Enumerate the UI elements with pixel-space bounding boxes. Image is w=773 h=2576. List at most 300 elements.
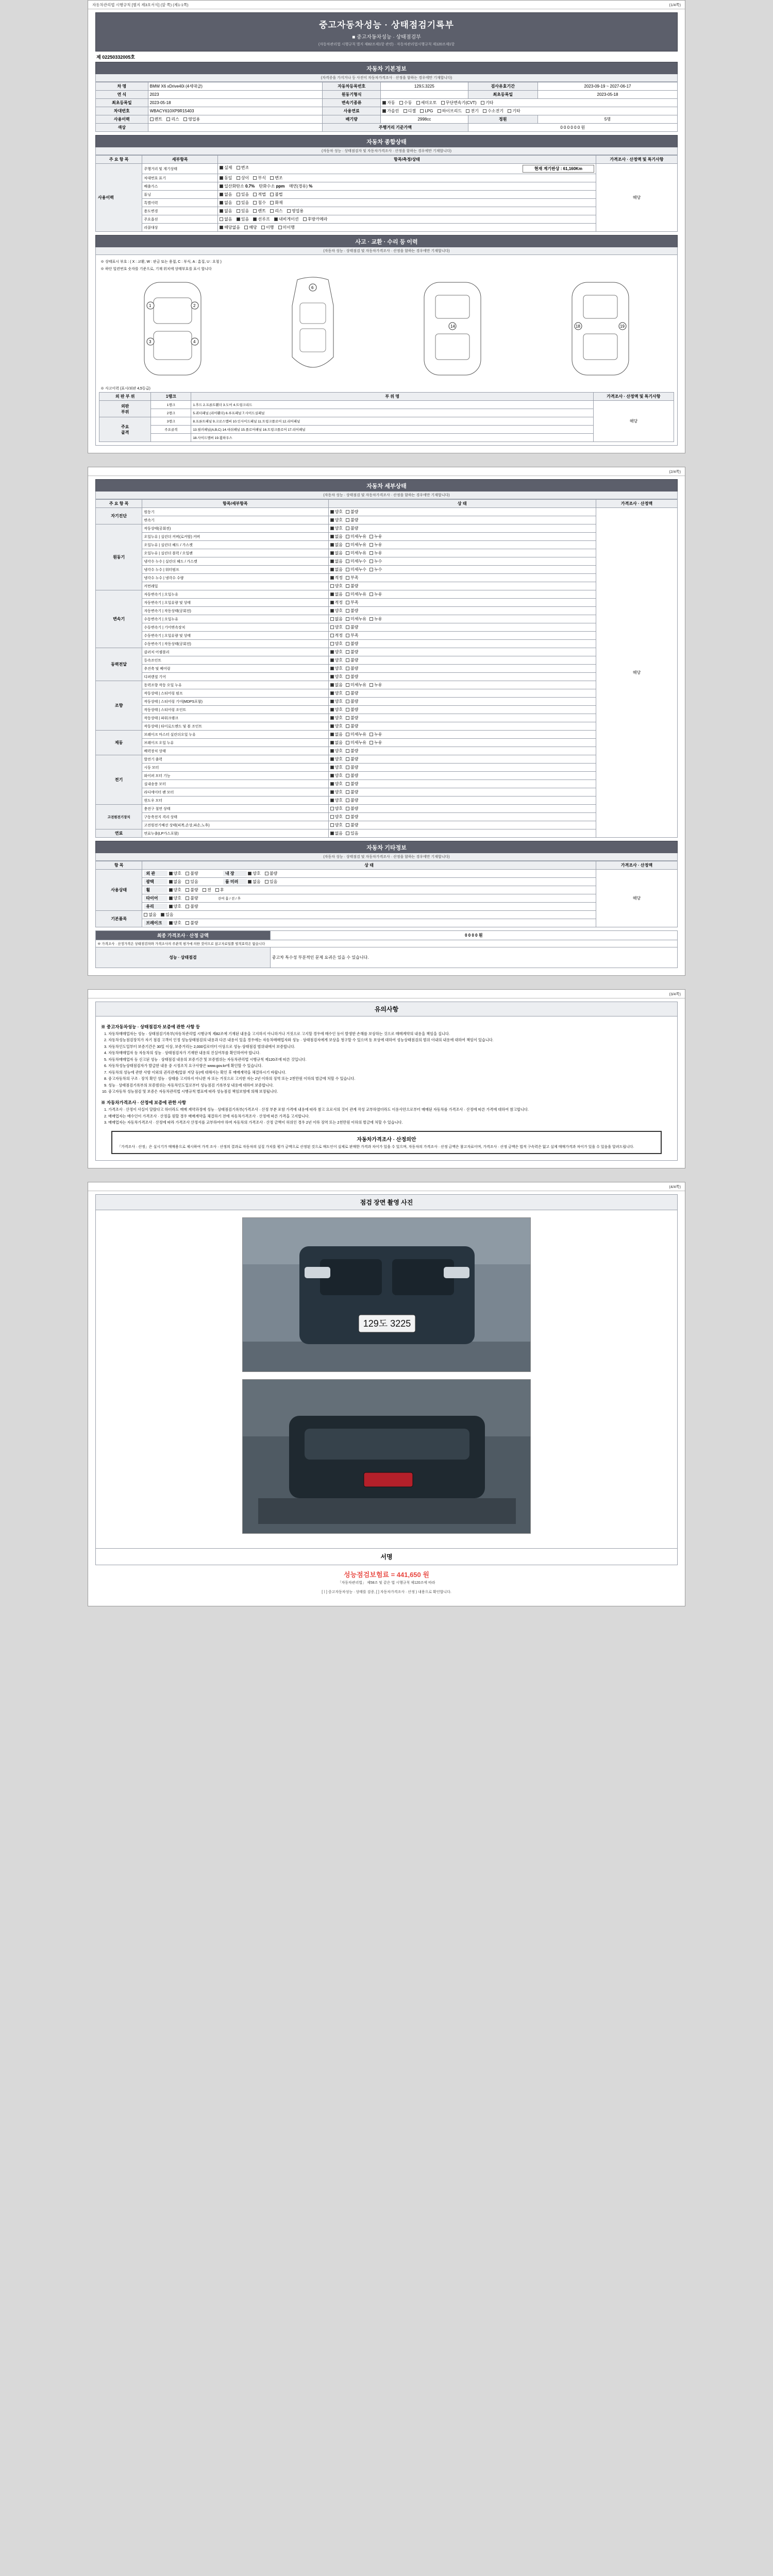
label-brakeoil-none: 없음: [334, 740, 343, 745]
checkbox-hvbattery-bad[interactable]: [346, 815, 349, 819]
checkbox-coolhead-leak[interactable]: [369, 560, 373, 563]
checkbox-roommirror-none[interactable]: [248, 880, 251, 884]
checkbox-oilpan-leak[interactable]: [369, 551, 373, 555]
label-hvwiring-bad: 불량: [350, 823, 359, 827]
label-headgasket-none: 없음: [334, 543, 343, 547]
checkbox-options-camera[interactable]: [303, 217, 307, 221]
checkbox-diff-good[interactable]: [330, 675, 334, 679]
checkbox-options-sunroof[interactable]: [253, 217, 257, 221]
checkbox-cvjoint-good[interactable]: [330, 658, 334, 662]
label-booster-bad: 불량: [350, 749, 359, 753]
label-recall-done: 이행: [265, 225, 274, 230]
checkbox-fuel-electric[interactable]: [466, 109, 469, 113]
label-tire-tread: 잔여 홈 / 전 / 후: [217, 897, 241, 901]
page-4-header-note: [88, 1182, 685, 1191]
checkbox-oilpan-minor[interactable]: [346, 551, 349, 555]
checkbox-special-fire[interactable]: [270, 201, 274, 205]
value-emission-hc: ppm: [276, 184, 285, 189]
checkbox-tuning-none[interactable]: [220, 193, 223, 196]
label-fuelleak-yes: 있음: [350, 831, 359, 836]
checkbox-commonrail-bad[interactable]: [346, 584, 349, 588]
checkbox-options-nav[interactable]: [274, 217, 278, 221]
checkbox-mastercyl-none[interactable]: [330, 733, 334, 736]
other-group-usage: 사용상태: [96, 870, 142, 911]
checkbox-engine-idle-bad[interactable]: [346, 527, 349, 530]
checkbox-wheel-bad[interactable]: [186, 888, 189, 892]
checkbox-clutch-good[interactable]: [330, 650, 334, 654]
checkbox-mt-oil-low[interactable]: [346, 634, 349, 637]
checkbox-psgear-good[interactable]: [330, 700, 334, 703]
page-3-header-note: [88, 990, 685, 998]
checkbox-wiper-bad[interactable]: [346, 774, 349, 777]
checkbox-commonrail-good[interactable]: [330, 584, 334, 588]
svg-text:3: 3: [149, 340, 152, 344]
checkbox-vin-same[interactable]: [220, 176, 223, 180]
checkbox-booster-good[interactable]: [330, 749, 334, 753]
checkbox-odo-altered[interactable]: [237, 166, 240, 170]
label-color: 색상: [96, 124, 148, 132]
checkbox-headgasket-none[interactable]: [330, 543, 334, 547]
detail-row-state-5-2: [328, 747, 596, 755]
checkbox-tuning-legal[interactable]: [253, 193, 257, 196]
checkbox-wheel-good[interactable]: [169, 888, 173, 892]
checkbox-roommirror-yes[interactable]: [265, 880, 268, 884]
checkbox-tuning-yes[interactable]: [237, 193, 240, 196]
checkbox-vin-diff[interactable]: [237, 176, 240, 180]
detail-row-label-4-0: 동력조향 작동 오일 누유: [142, 681, 328, 689]
detail-row-label-3-1: 등속조인트: [142, 656, 328, 665]
value-emission-smoke: %: [309, 184, 313, 189]
label-alternator-good: 양호: [334, 757, 343, 761]
label-window-bad: 불량: [350, 798, 359, 803]
checkbox-wheel-front[interactable]: [203, 888, 206, 892]
label-diff-good: 양호: [334, 674, 343, 679]
checkbox-rockercover-minor[interactable]: [346, 535, 349, 538]
checkbox-mastercyl-minor[interactable]: [346, 733, 349, 736]
checkbox-options-none[interactable]: [220, 217, 223, 221]
other-row-exterior: [142, 870, 596, 878]
checkbox-mt-leak-leak[interactable]: [369, 617, 373, 621]
detail-group-transmission: 변속기: [96, 590, 142, 648]
checkbox-radfan-good[interactable]: [330, 790, 334, 794]
checkbox-usechange-biz[interactable]: [287, 209, 291, 213]
other-row-basic: [142, 911, 596, 919]
label-blower-good: 양호: [334, 782, 343, 786]
checkbox-transfer-semi[interactable]: [416, 101, 420, 105]
checkbox-tierod-bad[interactable]: [346, 724, 349, 728]
checkbox-brake-bad[interactable]: [186, 921, 189, 925]
label-fuel-etc: 기타: [512, 109, 520, 113]
checkbox-exterior-bad[interactable]: [186, 872, 189, 875]
label-mission: 원동기형식: [323, 91, 381, 99]
checkbox-usechange-lease[interactable]: [270, 209, 274, 213]
checkbox-psoil-minor[interactable]: [346, 683, 349, 687]
other-table: [95, 861, 678, 927]
label-reg-date2: 최초등록일: [96, 99, 148, 107]
detail-group-brake: 제동: [96, 731, 142, 755]
condition-section-title: 자동차 종합상태: [95, 135, 678, 147]
detail-row-state-2-3: [328, 615, 596, 623]
detail-row-state-2-5: [328, 632, 596, 640]
checkbox-rockercover-leak[interactable]: [369, 535, 373, 538]
checkbox-radfan-bad[interactable]: [346, 790, 349, 794]
panel-items-3: 8.프론트패널 9.크로스멤버 10.인사이드패널 11.트렁크플로어 12.리어패널: [191, 417, 594, 426]
checkbox-selfdiag-trans-good[interactable]: [330, 518, 334, 522]
checkbox-use-rent[interactable]: [150, 117, 154, 121]
checkbox-special-flood[interactable]: [253, 201, 257, 205]
checkbox-interior-bad[interactable]: [265, 872, 268, 875]
guide-item-1-5: 5. 자동차매매업자 등 신고된 성능 · 상태점검 내용의 보증기간 및 보증범위는 자동차관리법 시행규칙 제120조에 따른 것입니다.: [108, 1057, 672, 1062]
checkbox-wiper-good[interactable]: [330, 774, 334, 777]
checkbox-window-good[interactable]: [330, 799, 334, 802]
guide-title: 유의사항: [95, 1002, 678, 1016]
label-tierod-bad: 불량: [350, 724, 359, 728]
label-transfer-auto: 자동: [387, 100, 395, 105]
checkbox-at-oil-low[interactable]: [346, 601, 349, 604]
checkbox-recall-notdone[interactable]: [278, 226, 282, 229]
checkbox-tire-bad[interactable]: [186, 896, 189, 900]
checkbox-hvbattery-good[interactable]: [330, 815, 334, 819]
checkbox-fuel-etc[interactable]: [508, 109, 511, 113]
checkbox-usechange-none[interactable]: [220, 209, 223, 213]
condition-row-recall-label: 리콜대상: [142, 224, 218, 232]
checkbox-mt-leak-minor[interactable]: [346, 617, 349, 621]
label-use-biz: 영업용: [188, 117, 200, 122]
checkbox-fuel-gasoline[interactable]: [382, 109, 386, 113]
checkbox-special-none[interactable]: [220, 201, 223, 205]
checkbox-basic-yes[interactable]: [161, 913, 164, 917]
detail-row-label-6-4: 라디에이터 팬 모터: [142, 788, 328, 796]
label-recall-notdone: 미이행: [282, 225, 295, 230]
checkbox-starter-good[interactable]: [330, 766, 334, 769]
checkbox-at-leak-none[interactable]: [330, 592, 334, 596]
checkbox-exterior-good[interactable]: [169, 872, 173, 875]
label-vin: 차대번호: [96, 107, 148, 115]
checkbox-mt-gear-bad[interactable]: [346, 625, 349, 629]
page-2-number: (2/4쪽): [669, 469, 681, 474]
photo-underbody-illustration: [243, 1380, 531, 1534]
label-coolhead-minor: 미세누수: [350, 559, 366, 564]
detail-row-label-4-1: 작동상태 | 스티어링 펌프: [142, 689, 328, 698]
checkbox-selfdiag-engine-bad[interactable]: [346, 510, 349, 514]
label-fuelleak-none: 없음: [334, 831, 343, 836]
label-displacement: 배기량: [323, 115, 381, 124]
checkbox-clutch-bad[interactable]: [346, 650, 349, 654]
label-tire-bad: 불량: [190, 896, 198, 901]
detail-row-state-5-0: [328, 731, 596, 739]
condition-col-main: 주 요 항 목: [96, 156, 142, 164]
checkbox-hvwiring-good[interactable]: [330, 823, 334, 827]
checkbox-polish-yes[interactable]: [186, 880, 189, 884]
checkbox-propshaft-bad[interactable]: [346, 667, 349, 670]
label-car-name: 차 명: [96, 82, 148, 91]
value-displacement: 2998cc: [381, 115, 468, 124]
detail-row-state-1-6: [328, 574, 596, 582]
checkbox-vin-altered[interactable]: [270, 176, 274, 180]
label-pspump-good: 양호: [334, 691, 343, 696]
checkbox-diff-bad[interactable]: [346, 675, 349, 679]
condition-row-tuning-state: [218, 191, 596, 199]
valuation-notice-text: 「가격조사 · 산정」은 실시기가 매매용으로 제시하여 가격 조사 · 산정의 결과로 자동차의 실질 가치를 평가 금액으로 산정된 것으로 매도인이 실제로 판매한 가격과 차이가 있을 수 있으며, 자동차의 가격조사 · 산정 금액은 참고자료이며, 가격조사 · 산정 금액은 법적 구속력은 없고 실제 매매가격과 차이가 있을 수 있음을 알려드립니다.: [117, 1145, 634, 1149]
svg-text:2: 2: [193, 303, 196, 308]
checkbox-at-leak-leak[interactable]: [369, 592, 373, 596]
value-use-history: [148, 115, 323, 124]
detail-group-electric: 전기: [96, 755, 142, 805]
panel-items-5: 18.사이드멤버 19.휠하우스: [191, 434, 594, 442]
label-special-fire: 화재: [275, 200, 283, 205]
panel-rank-5: [151, 434, 191, 442]
checkbox-coolhead-none[interactable]: [330, 560, 334, 563]
checkbox-psjoint-good[interactable]: [330, 708, 334, 711]
checkbox-recall-done[interactable]: [261, 226, 265, 229]
checkbox-recall-na[interactable]: [220, 226, 223, 229]
page-2-header-note: [88, 467, 685, 476]
checkbox-alternator-good[interactable]: [330, 757, 334, 761]
label-use-history: 사용이력: [96, 115, 148, 124]
detail-group-driveline: 동력전달: [96, 648, 142, 681]
label-mastercyl-leak: 누유: [374, 732, 382, 737]
detail-row-label-1-7: 커먼레일: [142, 582, 328, 590]
detail-row-label-4-5: 작동상태 | 타이로드엔드 및 볼 조인트: [142, 722, 328, 731]
detail-row-label-2-2: 자동변속기 | 작동상태(공회전): [142, 607, 328, 615]
checkbox-at-oil-ok[interactable]: [330, 601, 334, 604]
detail-row-label-1-1: 오일누유 | 실린더 커버(로커암) 커버: [142, 533, 328, 541]
checkbox-tuning-illegal[interactable]: [270, 193, 274, 196]
detail-row-state-2-6: [328, 640, 596, 648]
detail-row-state-6-5: [328, 796, 596, 805]
condition-row-special-label: 특별이력: [142, 199, 218, 207]
checkbox-mt-idle-bad[interactable]: [346, 642, 349, 646]
panel-col-items: 부 위 명: [191, 393, 594, 401]
guide-item-1-9: 9. 성능 · 상태점검기록부의 보증범위는 자동차인도일로부터 성능점검 기록부상 내용에 대하여 보증합니다.: [108, 1083, 672, 1088]
label-emission-co: 일산화탄소: [224, 184, 244, 189]
label-powercrank-bad: 불량: [350, 716, 359, 720]
checkbox-recall-yes[interactable]: [244, 226, 248, 229]
checkbox-options-yes[interactable]: [237, 217, 240, 221]
accident-legend-title: ※ 사고이력 (표시/외판 4,5등급): [100, 387, 150, 391]
checkbox-mt-leak-none[interactable]: [330, 617, 334, 621]
checkbox-fuelleak-yes[interactable]: [346, 832, 349, 835]
checkbox-use-biz[interactable]: [183, 117, 187, 121]
label-fuel-hybrid: 하이브리드: [442, 109, 462, 113]
label-brake-bad: 불량: [190, 921, 198, 925]
label-options-nav: 내비게이션: [278, 217, 299, 222]
car-diagram-group: [99, 273, 674, 383]
checkbox-blower-good[interactable]: [330, 782, 334, 786]
checkbox-tire-good[interactable]: [169, 896, 173, 900]
checkbox-wheel-rear[interactable]: [215, 888, 219, 892]
detail-row-label-8-0: 연료누출(LP가스포함): [142, 829, 328, 838]
checkbox-psjoint-bad[interactable]: [346, 708, 349, 711]
checkbox-psoil-leak[interactable]: [369, 683, 373, 687]
value-seats: 5명: [538, 115, 678, 124]
photo-section-title: 점검 장면 촬영 사진: [95, 1194, 678, 1210]
detail-row-state-1-4: [328, 557, 596, 566]
condition-row-vin-state: [218, 174, 596, 182]
other-row-brake: [142, 919, 596, 927]
condition-row-tuning-label: 튜닝: [142, 191, 218, 199]
checkbox-transfer-auto[interactable]: [382, 101, 386, 105]
label-selfdiag-trans-good: 양호: [334, 518, 343, 522]
detail-row-label-6-1: 시동 모터: [142, 764, 328, 772]
detail-row-state-2-1: [328, 599, 596, 607]
checkbox-headgasket-minor[interactable]: [346, 543, 349, 547]
special-note-sublabel: 성능 · 상태점검: [169, 955, 197, 960]
label-mt-idle-bad: 불량: [350, 641, 359, 646]
detail-row-label-1-4: 냉각수 누수 | 실린더 헤드 / 가스켓: [142, 557, 328, 566]
label-waterpump-leak: 누수: [374, 567, 382, 572]
label-oilpan-none: 없음: [334, 551, 343, 555]
checkbox-usechange-yes[interactable]: [237, 209, 240, 213]
checkbox-powercrank-good[interactable]: [330, 716, 334, 720]
checkbox-tierod-good[interactable]: [330, 724, 334, 728]
checkbox-odo-actual[interactable]: [220, 166, 223, 170]
panel-items-4: 13.필러패널(A,B,C) 14.대쉬패널 15.플로어패널 16.트렁크플로어 17.리어패널: [191, 426, 594, 434]
checkbox-blower-bad[interactable]: [346, 782, 349, 786]
guide-item-1-3: 3. 자동차인도일부터 보증기간은 30일 이상, 보증거리는 2,000킬로미터 이상으로 성능·상태점검 범위내에서 보증합니다.: [108, 1044, 672, 1049]
checkbox-emission-co[interactable]: [220, 184, 223, 188]
checkbox-glass-good[interactable]: [169, 905, 173, 908]
label-vin-corrosion: 부식: [258, 176, 266, 180]
checkbox-brakeoil-none[interactable]: [330, 741, 334, 744]
condition-table: [95, 155, 678, 232]
checkbox-at-leak-minor[interactable]: [346, 592, 349, 596]
checkbox-at-idle-good[interactable]: [330, 609, 334, 613]
panel-col-right: 가격조사 · 산정액 및 특기사항: [593, 393, 674, 401]
checkbox-fuel-diesel[interactable]: [404, 109, 407, 113]
page-4: [88, 1182, 685, 1606]
label-window-good: 양호: [334, 798, 343, 803]
checkbox-propshaft-good[interactable]: [330, 667, 334, 670]
checkbox-transfer-etc[interactable]: [481, 101, 484, 105]
label-wheel-good: 양호: [173, 888, 182, 892]
checkbox-window-bad[interactable]: [346, 799, 349, 802]
label-pspump-bad: 불량: [350, 691, 359, 696]
label-wheel: 휠: [144, 887, 167, 893]
guide-list-1: [108, 1031, 672, 1094]
condition-row-vin-label: 차대번호 표기: [142, 174, 218, 182]
checkbox-fuel-hybrid[interactable]: [438, 109, 441, 113]
checkbox-rockercover-none[interactable]: [330, 535, 334, 538]
checkbox-brakeoil-leak[interactable]: [369, 741, 373, 744]
label-rockercover-none: 없음: [334, 534, 343, 539]
checkbox-mt-oil-ok[interactable]: [330, 634, 334, 637]
label-clutch-bad: 불량: [350, 650, 359, 654]
label-tire: 타이어: [144, 895, 167, 901]
checkbox-brakeoil-minor[interactable]: [346, 741, 349, 744]
condition-row-usechange-label: 용도변경: [142, 207, 218, 215]
detail-row-state-4-4: [328, 714, 596, 722]
checkbox-hvport-good[interactable]: [330, 807, 334, 810]
checkbox-special-yes[interactable]: [237, 201, 240, 205]
checkbox-oilpan-none[interactable]: [330, 551, 334, 555]
checkbox-mt-gear-good[interactable]: [330, 625, 334, 629]
page-number: (1/4쪽): [669, 3, 681, 7]
checkbox-pspump-bad[interactable]: [346, 691, 349, 695]
checkbox-starter-bad[interactable]: [346, 766, 349, 769]
checkbox-fuel-lpg[interactable]: [420, 109, 424, 113]
guide-item-1-2: 2. 자동차성능점검장치가 자기 점검 고객이 인정 성능상태점검의 내용과 다른 내용이 있을 경우에는 자동차매매업자와 성능 · 상태점검자에게 보상을 청구할 수 있으며 동 보상에 대하여 성능상태점검의 범위 이내의 내용에 대하여 책임이 있습니다.: [108, 1038, 672, 1043]
checkbox-brake-good[interactable]: [169, 921, 173, 925]
checkbox-alternator-bad[interactable]: [346, 757, 349, 761]
valuation-notice-title: 자동차가격조사 · 산정의안: [357, 1137, 416, 1143]
checkbox-selfdiag-trans-bad[interactable]: [346, 518, 349, 522]
checkbox-psoil-none[interactable]: [330, 683, 334, 687]
checkbox-powercrank-bad[interactable]: [346, 716, 349, 720]
label-exterior: 외 관: [144, 871, 167, 876]
value-car-name: BMW X6 xDrive40i (4세대급): [148, 82, 323, 91]
document-subtitle: ■ 중고자동차성능 · 상태점검부: [352, 35, 421, 40]
final-price-note: ※ 가격조사 · 산정가격은 상태점검차와 가격조사의 주관적 평가에 의한 것이므로 참고자료일뿐 법적효력은 없습니다: [96, 940, 678, 947]
panel-col-rank: 1랭크: [151, 393, 191, 401]
label-glass-good: 양호: [173, 904, 182, 909]
detail-row-state-2-0: [328, 590, 596, 599]
checkbox-at-idle-bad[interactable]: [346, 609, 349, 613]
checkbox-fuel-hydrogen[interactable]: [483, 109, 486, 113]
checkbox-usechange-rent[interactable]: [253, 209, 257, 213]
value-emission-co: 0.7%: [245, 184, 255, 189]
label-fuel-lpg: LPG: [425, 109, 433, 113]
checkbox-basic-none[interactable]: [144, 913, 147, 917]
checkbox-hvwiring-bad[interactable]: [346, 823, 349, 827]
checkbox-fuelleak-none[interactable]: [330, 832, 334, 835]
guide-item-2-3: 3. 매매업자는 자동차가격조사 · 산정에 따라 가격조사 산정서를 교부하여야 하며 자동차의 가격조사 · 산정 금액이 허위인 경우 2년 이하 징역 또는 2천만원 이하의 벌금에 처할 수 있습니다.: [108, 1120, 672, 1125]
checkbox-waterpump-leak[interactable]: [369, 568, 373, 571]
detail-row-state-6-1: [328, 764, 596, 772]
detail-row-state-8-0: [328, 829, 596, 838]
checkbox-cvjoint-bad[interactable]: [346, 658, 349, 662]
checkbox-glass-bad[interactable]: [186, 905, 189, 908]
other-section-subtitle: (자동차 성능 · 상태점검 및 자동차가격조사 · 산정을 함하는 경우에만 기재합니다): [95, 853, 678, 861]
label-reg-date: 최초등록일: [468, 91, 537, 99]
label-transfer-semi: 세미오토: [421, 100, 437, 105]
checkbox-vin-corrosion[interactable]: [253, 176, 257, 180]
label-vin-altered: 변조: [275, 176, 283, 180]
checkbox-interior-good[interactable]: [248, 872, 251, 875]
checkbox-booster-bad[interactable]: [346, 749, 349, 753]
checkbox-transfer-cvt[interactable]: [441, 101, 445, 105]
condition-group-usage: 사용이력: [96, 164, 142, 232]
checkbox-hvport-bad[interactable]: [346, 807, 349, 810]
detail-row-label-5-0: 브레이크 마스터 실린더오일 누유: [142, 731, 328, 739]
label-at-leak-leak: 누유: [374, 592, 382, 597]
checkbox-headgasket-leak[interactable]: [369, 543, 373, 547]
checkbox-use-lease[interactable]: [166, 117, 170, 121]
checkbox-polish-none[interactable]: [169, 880, 173, 884]
checkbox-psgear-bad[interactable]: [346, 700, 349, 703]
checkbox-waterpump-none[interactable]: [330, 568, 334, 571]
checkbox-pspump-good[interactable]: [330, 691, 334, 695]
checkbox-waterpump-minor[interactable]: [346, 568, 349, 571]
checkbox-engine-idle-good[interactable]: [330, 527, 334, 530]
other-col-right: 가격조사 · 산정액: [596, 861, 677, 870]
checkbox-mt-idle-good[interactable]: [330, 642, 334, 646]
checkbox-coolhead-minor[interactable]: [346, 560, 349, 563]
label-vin-same: 동일: [224, 176, 232, 180]
label-usechange-rent: 렌트: [258, 209, 266, 213]
checkbox-selfdiag-engine-good[interactable]: [330, 510, 334, 514]
checkbox-transfer-manual[interactable]: [399, 101, 403, 105]
label-psoil-minor: 미세누유: [350, 683, 366, 687]
checkbox-mastercyl-leak[interactable]: [369, 733, 373, 736]
label-at-leak-none: 없음: [334, 592, 343, 597]
value-plate: 129도3225: [381, 82, 468, 91]
detail-row-state-3-2: [328, 665, 596, 673]
checkbox-coolantlevel-low[interactable]: [346, 576, 349, 580]
value-year: 2023: [148, 91, 323, 99]
checkbox-coolantlevel-ok[interactable]: [330, 576, 334, 580]
label-recall-na: 해당없음: [224, 225, 240, 230]
